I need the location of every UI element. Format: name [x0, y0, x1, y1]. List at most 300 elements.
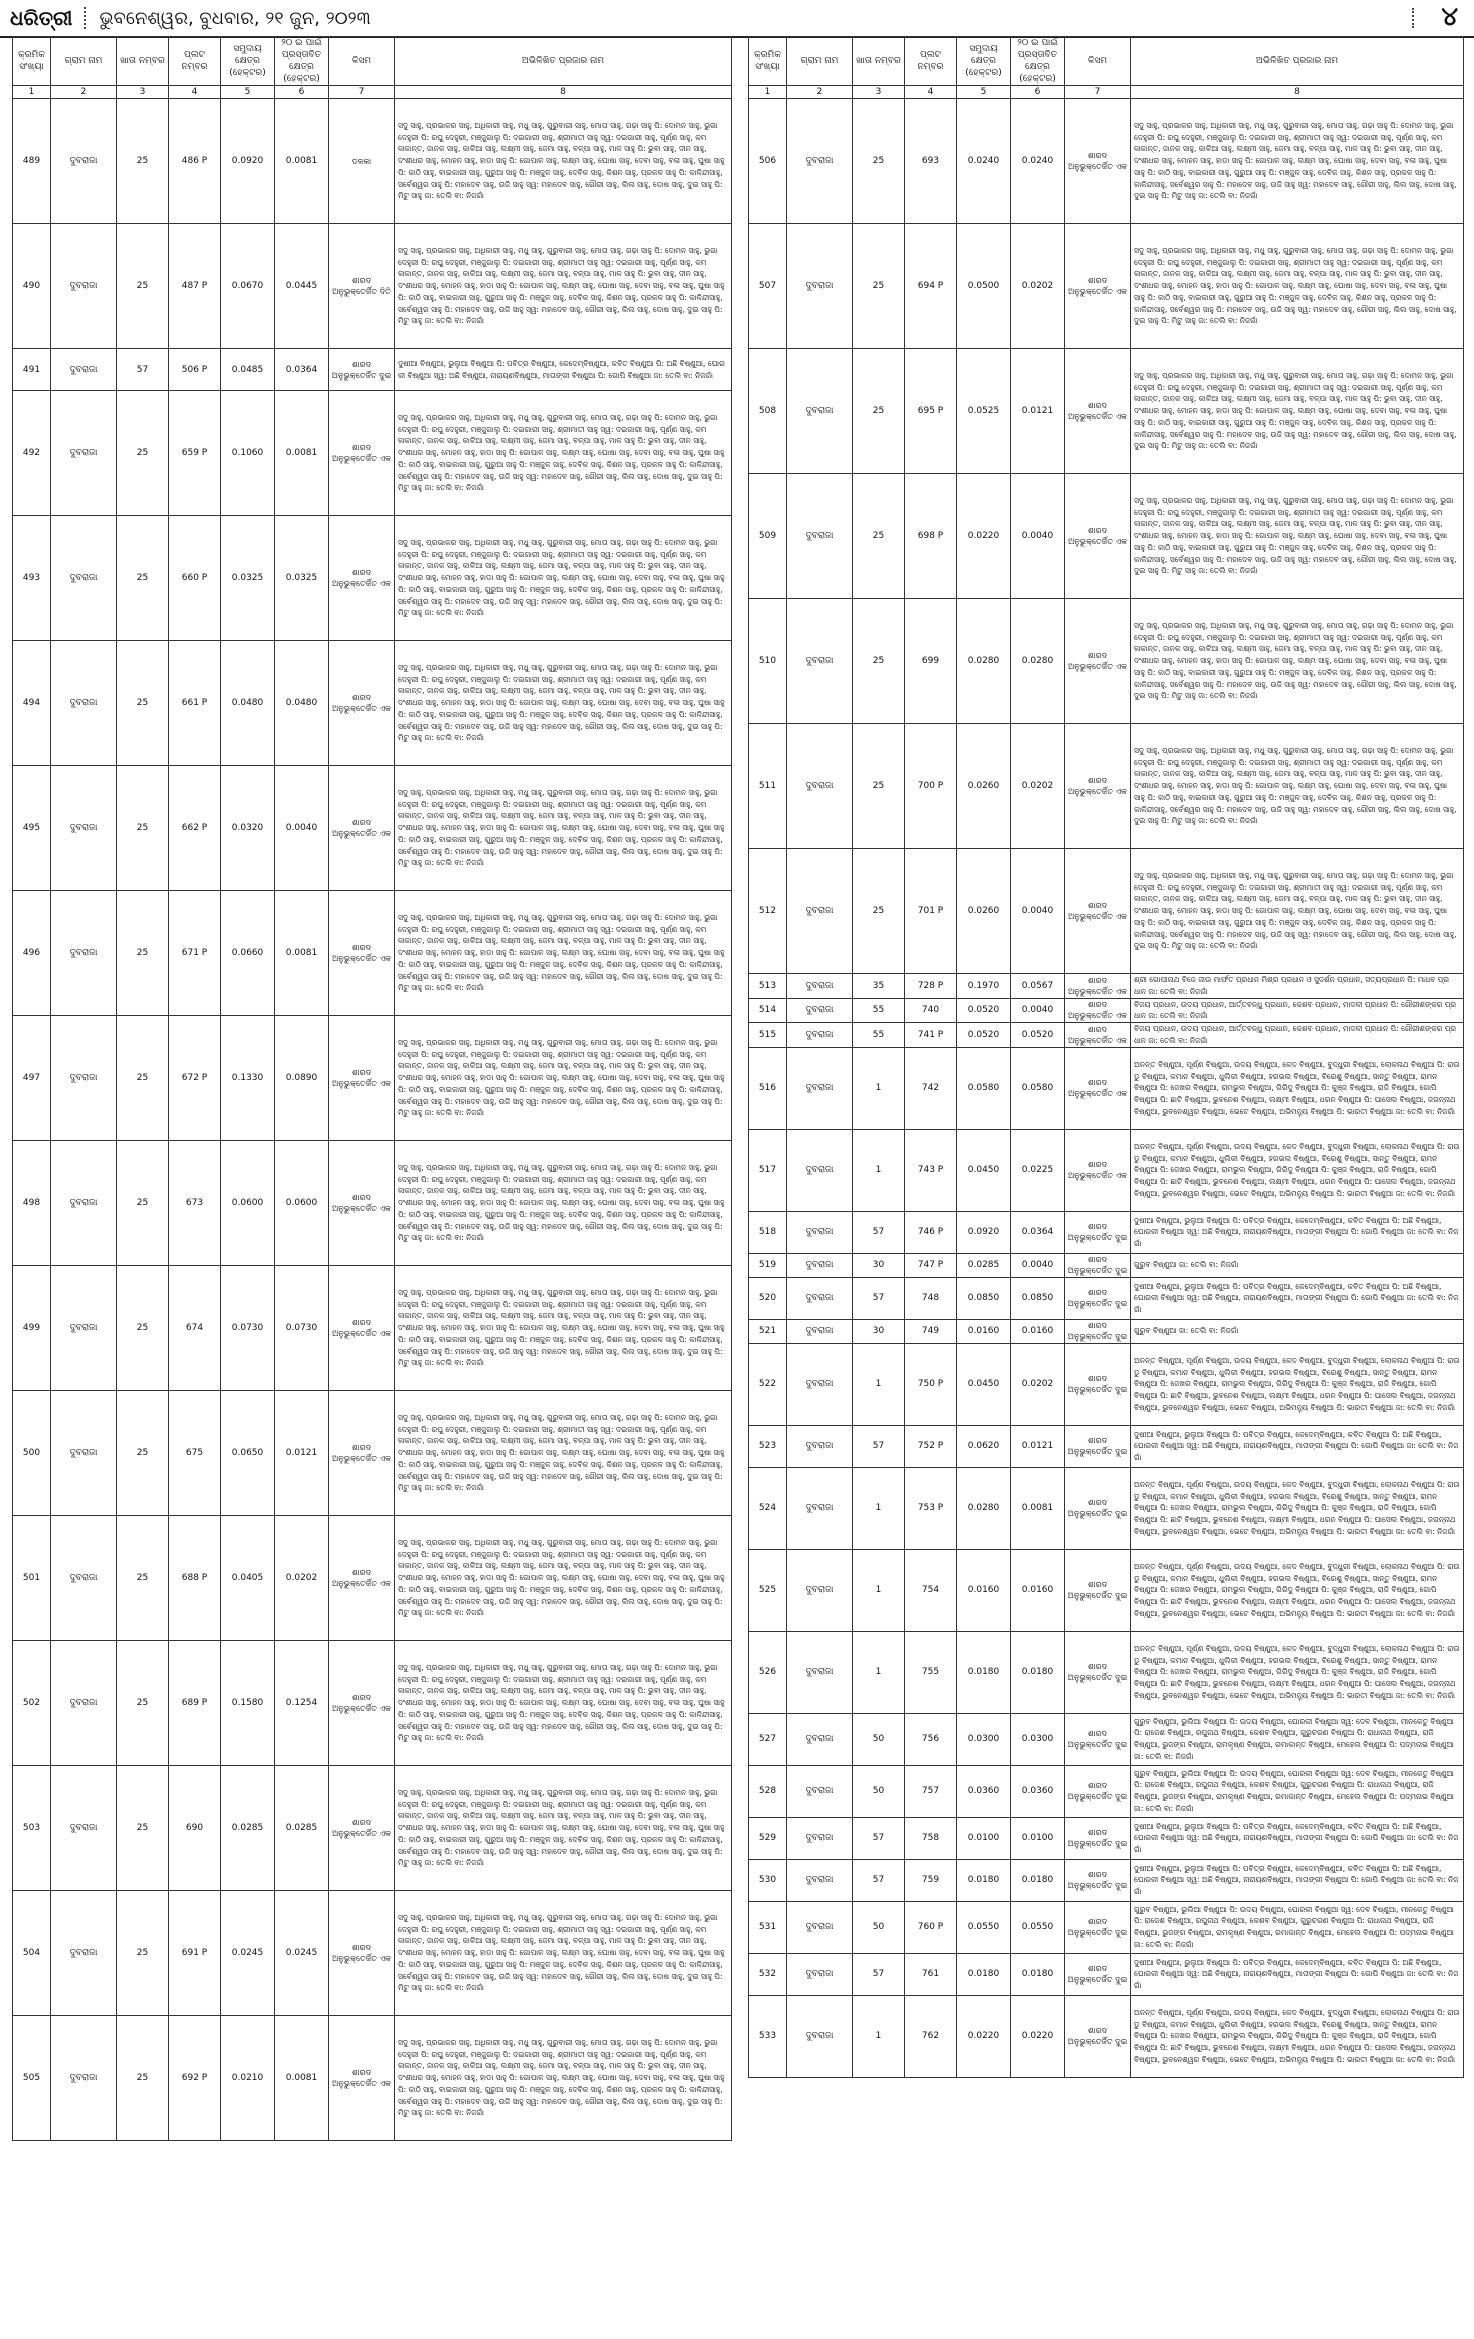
proposed-area-cell: 0.0225 [1011, 1129, 1065, 1211]
plot-cell: 692 P [169, 2016, 221, 2141]
village-cell: ଦୁବରାଜା [787, 1631, 853, 1713]
kisam-cell: ଶାରଦ ଅନୁଭୁକ୍ତେର୍ଜିତ ଏକ [329, 1141, 395, 1266]
kisam-cell: ଶାରଦ ଅନୁଭୁକ୍ତେର୍ଜିତ ଦୁଇ [1065, 1425, 1131, 1467]
table-row [749, 1425, 1464, 1467]
plot-cell: 757 [905, 1765, 957, 1817]
kisam-cell: ଶାରଦ ଅନୁଭୁକ୍ତେର୍ଜିତ ଏକ [329, 891, 395, 1016]
proposed-area-cell: 0.0081 [275, 891, 329, 1016]
proposed-area-cell: 0.0100 [1011, 1817, 1065, 1859]
total-area-cell: 0.0245 [221, 1891, 275, 2016]
dateline: ଭୁବନେଶ୍ୱର, ବୁଧବାର, ୨୧ ଜୁନ, ୨୦୨୩ [99, 7, 371, 29]
table-row [749, 1859, 1464, 1901]
village-cell: ଦୁବରାଜା [787, 1953, 853, 1995]
khata-cell: 25 [853, 599, 905, 724]
village-cell: ଦୁବରାଜା [51, 2016, 117, 2141]
serial-cell: 496 [13, 891, 51, 1016]
owner-names-cell: ସଦୁ ସାହୁ, ପ୍ରଭାକର ସାହୁ, ଅଧିକାରୀ ସାହୁ, ମଧୁ ସାହୁ, ଗୁରୁବାରୀ ସାହୁ, ମୋତା ସାହୁ, ଗଢ଼ା ସାହୁ ପି: ଦୋମନ ସାହୁ, ଭୁଗା ଦେହୁରୀ ପି: ରଘୁ ଦେହୁରୀ, ମଞ୍ଜୁଗାଲୁ ପି: ଦଇଗାରୀ ସାହୁ, ଶ୍ରୀମାତୀ ସାହୁ ସ୍ୱ: ଦଇଗାରୀ ସାହୁ, ପୂର୍ଣ୍ଣ ସାହୁ, କମଳାକାନ୍ତ, ଜାନକ ସାହୁ, କାଳିଆ ସାହୁ, ଲକ୍ଷ୍ମୀ ସାହୁ, ଜେମା ସାହୁ, ବଳ୍ପା ସାହୁ, ମାଳ ସାହୁ ପି: ଭୁବା ସାହୁ, ଦୀନ ସାହୁ, ଦଂଶୀଧର ସାହୁ, ମୋହନ ସାହୁ, ହାଡା ସାହୁ ପି: ଗୋପାଳ ସାହୁ, ଲକ୍ଷ୍ମ ସାହୁ, ଘୋଷା ସାହୁ, ଦେବା ସାହୁ, ବଳା ସାହୁ, ଘୁଷା ସାହୁ ପି: କାଠି ସାହୁ, ବାଇକାରୀ ସାହୁ, ଗୁରୁଆ ସାହୁ ପି: ମଞ୍ଜୁଳ ସାହୁ, ଦେବିକ ସାହୁ, କିଶନ ସାହୁ, ପ୍ରକଳ ସାହୁ ପି: କାଳିନ୍ଦୀସାହୁ, ସର୍ବେଶ୍ୱର ସାହୁ ପି: ମହାଦେବ ସାହୁ, ଉଜି ସାହୁ ସ୍ୱ: ମହାଦେବ ସାହୁ, ଗୌରୀ ସାହୁ, ଲିଲ ସାହୁ, ଦୋଷ ସାହୁ, ଦୁଇ ସାହୁ ପି: ମିଟୁ ସାହୁ ଜା: ତେଲି ବା: ନିଜଗାଁ [395, 1516, 732, 1641]
serial-cell: 521 [749, 1319, 787, 1343]
table-row [13, 1766, 732, 1891]
header-khata: ଖାତା ନମ୍ବର [117, 37, 169, 86]
total-area-cell: 0.1060 [221, 391, 275, 516]
khata-cell: 25 [117, 1516, 169, 1641]
plot-cell: 691 P [169, 1891, 221, 2016]
proposed-area-cell: 0.0202 [275, 1516, 329, 1641]
total-area-cell: 0.0180 [957, 1859, 1011, 1901]
khata-cell: 57 [853, 1277, 905, 1319]
owner-names-cell: ସଦୁ ସାହୁ, ପ୍ରଭାକର ସାହୁ, ଅଧିକାରୀ ସାହୁ, ମଧୁ ସାହୁ, ଗୁରୁବାରୀ ସାହୁ, ମୋତା ସାହୁ, ଗଢ଼ା ସାହୁ ପି: ଦୋମନ ସାହୁ, ଭୁଗା ଦେହୁରୀ ପି: ରଘୁ ଦେହୁରୀ, ମଞ୍ଜୁଗାଲୁ ପି: ଦଇଗାରୀ ସାହୁ, ଶ୍ରୀମାତୀ ସାହୁ ସ୍ୱ: ଦଇଗାରୀ ସାହୁ, ପୂର୍ଣ୍ଣ ସାହୁ, କମଳାକାନ୍ତ, ଜାନକ ସାହୁ, କାଳିଆ ସାହୁ, ଲକ୍ଷ୍ମୀ ସାହୁ, ଜେମା ସାହୁ, ବଳ୍ପା ସାହୁ, ମାଳ ସାହୁ ପି: ଭୁବା ସାହୁ, ଦୀନ ସାହୁ, ଦଂଶୀଧର ସାହୁ, ମୋହନ ସାହୁ, ହାଡା ସାହୁ ପି: ଗୋପାଳ ସାହୁ, ଲକ୍ଷ୍ମ ସାହୁ, ଘୋଷା ସାହୁ, ଦେବା ସାହୁ, ବଳା ସାହୁ, ଘୁଷା ସାହୁ ପି: କାଠି ସାହୁ, ବାଇକାରୀ ସାହୁ, ଗୁରୁଆ ସାହୁ ପି: ମଞ୍ଜୁଳ ସାହୁ, ଦେବିକ ସାହୁ, କିଶନ ସାହୁ, ପ୍ରକଳ ସାହୁ ପି: କାଳିନ୍ଦୀସାହୁ, ସର୍ବେଶ୍ୱର ସାହୁ ପି: ମହାଦେବ ସାହୁ, ଉଜି ସାହୁ ସ୍ୱ: ମହାଦେବ ସାହୁ, ଗୌରୀ ସାହୁ, ଲିଲ ସାହୁ, ଦୋଷ ସାହୁ, ଦୁଇ ସାହୁ ପି: ମିଟୁ ସାହୁ ଜା: ତେଲି ବା: ନିଜଗାଁ [1131, 99, 1464, 224]
total-area-cell: 0.0550 [957, 1901, 1011, 1953]
kisam-cell: ଶାରଦ ଅନୁଭୁକ୍ତେର୍ଜିତ ଦୁଇ [1065, 1995, 1131, 2077]
serial-cell: 499 [13, 1266, 51, 1391]
table-row [13, 224, 732, 349]
serial-cell: 503 [13, 1766, 51, 1891]
plot-cell: 689 P [169, 1641, 221, 1766]
village-cell: ଦୁବରାଜା [787, 1129, 853, 1211]
khata-cell: 1 [853, 1631, 905, 1713]
plot-cell: 760 P [905, 1901, 957, 1953]
khata-cell: 25 [853, 474, 905, 599]
owner-names-cell: ଅନନ୍ତ ବିଷ୍ଣୁଆ, ପୂର୍ଣ୍ଣ ବିଷ୍ଣୁଆ, ଉଦୟ ବିଷ୍ଣୁଆ, କେଦ ବିଷ୍ଣୁଆ, ବୁଦ୍ଧୁରୀ ବିଷ୍ଣୁଆ, ଲୋକନାଥ ବିଷ୍ଣୁଆ ପି: ରାଉଡୁ ବିଷ୍ଣୁଆ, କମାନ ବିଷ୍ଣୁଆ, ଧୁଲିକୀ ବିଷ୍ଣୁଆ, ହରଭଲ ବିଷ୍ଣୁଆ, ବିରେଶୁ ବିଷ୍ଣୁଆ, ସାନ୍ତୁ ବିଷ୍ଣୁଆ, ରାମନ ବିଷ୍ଣୁଆ ପି: ଜେଖର ବିଷ୍ଣୁଆ, ରାମଭୁଲ ବିଷ୍ଣୁଆ, ଗିରିଦୁ ବିଷ୍ଣୁଆ ପି: କୁଞ୍ଜ ବିଷ୍ଣୁଆ, ରାଜି ବିଷ୍ଣୁଆ, ଗୋପି ବିଷ୍ଣୁଆ ପି: ଛାଟି ବିଷ୍ଣୁଆ, ଭୁବନେଶ ବିଷ୍ଣୁଆ, ଲକ୍ଷ୍ମୀ ବିଷ୍ଣୁଆ, ଧରନ ବିଷ୍ଣୁଆ ପି: ଘାସେଲ ବିଷ୍ଣୁଆ, ଜଗନ୍ନାଥ ବିଷ୍ଣୁଆ, ଭୁବନେଶ୍ୱର ବିଷ୍ଣୁଆ, ଭେଟେ ବିଷ୍ଣୁଆ, ଅଭିମନ୍ୟୁ ବିଷ୍ଣୁଆ ପି: ଭାରତୀ ବିଷ୍ଣୁଆ ଜା: ତେଲି ବା: ନିଜଗାଁ [1131, 1047, 1464, 1129]
header-index: 8 [1131, 86, 1464, 99]
khata-cell: 25 [117, 1766, 169, 1891]
plot-cell: 661 P [169, 641, 221, 766]
khata-cell: 1 [853, 1129, 905, 1211]
proposed-area-cell: 0.0202 [1011, 1343, 1065, 1425]
table-row [13, 1641, 732, 1766]
khata-cell: 55 [853, 998, 905, 1023]
owner-names-cell: ସଦୁ ସାହୁ, ପ୍ରଭାକର ସାହୁ, ଅଧିକାରୀ ସାହୁ, ମଧୁ ସାହୁ, ଗୁରୁବାରୀ ସାହୁ, ମୋତା ସାହୁ, ଗଢ଼ା ସାହୁ ପି: ଦୋମନ ସାହୁ, ଭୁଗା ଦେହୁରୀ ପି: ରଘୁ ଦେହୁରୀ, ମଞ୍ଜୁଗାଲୁ ପି: ଦଇଗାରୀ ସାହୁ, ଶ୍ରୀମାତୀ ସାହୁ ସ୍ୱ: ଦଇଗାରୀ ସାହୁ, ପୂର୍ଣ୍ଣ ସାହୁ, କମଳାକାନ୍ତ, ଜାନକ ସାହୁ, କାଳିଆ ସାହୁ, ଲକ୍ଷ୍ମୀ ସାହୁ, ଜେମା ସାହୁ, ବଳ୍ପା ସାହୁ, ମାଳ ସାହୁ ପି: ଭୁବା ସାହୁ, ଦୀନ ସାହୁ, ଦଂଶୀଧର ସାହୁ, ମୋହନ ସାହୁ, ହାଡା ସାହୁ ପି: ଗୋପାଳ ସାହୁ, ଲକ୍ଷ୍ମ ସାହୁ, ଘୋଷା ସାହୁ, ଦେବା ସାହୁ, ବଳା ସାହୁ, ଘୁଷା ସାହୁ ପି: କାଠି ସାହୁ, ବାଇକାରୀ ସାହୁ, ଗୁରୁଆ ସାହୁ ପି: ମଞ୍ଜୁଳ ସାହୁ, ଦେବିକ ସାହୁ, କିଶନ ସାହୁ, ପ୍ରକଳ ସାହୁ ପି: କାଳିନ୍ଦୀସାହୁ, ସର୍ବେଶ୍ୱର ସାହୁ ପି: ମହାଦେବ ସାହୁ, ଉଜି ସାହୁ ସ୍ୱ: ମହାଦେବ ସାହୁ, ଗୌରୀ ସାହୁ, ଲିଲ ସାହୁ, ଦୋଷ ସାହୁ, ଦୁଇ ସାହୁ ପି: ମିଟୁ ସାହୁ ଜା: ତେଲି ବା: ନିଜଗାଁ [1131, 224, 1464, 349]
table-row [749, 1253, 1464, 1277]
serial-cell: 523 [749, 1425, 787, 1467]
header-index: 1 [749, 86, 787, 99]
owner-names-cell: ଗୁରୁବ ବିଷ୍ଣୁଆ, ଭୁଲିଆ ବିଷ୍ଣୁଆ ପି: ଉଦୟ ବିଷ୍ଣୁଆ, ଘୋରକୀ ବିଷ୍ଣୁଆ ସ୍ୱ: ଦେବ ବିଷ୍ଣୁଆ, ମୀନକେତୁ ବିଷ୍ଣୁଆ ପି: ରାଜେଶ ବିଷ୍ଣୁଆ, ରଘୁନାଥ ବିଷ୍ଣୁଆ, କେଶବ ବିଷ୍ଣୁଆ, ଗୁରୁଚରଣ ବିଷ୍ଣୁଆ ପି: ରାଧାନାଥ ବିଷ୍ଣୁଆ, ରାଜି ବିଷ୍ଣୁଆ, ଭୁଜଙ୍ଗ ବିଷ୍ଣୁଆ, ରାମକୃଷ୍ଣ ବିଷ୍ଣୁଆ, ରମାକାନ୍ତ ବିଷ୍ଣୁଆ, ମେହେଲ ବିଷ୍ଣୁଆ ପି: ପଦ୍ମନାଭ ବିଷ୍ଣୁଆ ଜା: ତେଲି ବା: ନିଜଗାଁ [1131, 1713, 1464, 1765]
serial-cell: 495 [13, 766, 51, 891]
table-row [749, 474, 1464, 599]
header-index: 7 [329, 86, 395, 99]
total-area-cell: 0.0285 [957, 1253, 1011, 1277]
table-row [749, 1549, 1464, 1631]
proposed-area-cell: 0.0480 [275, 641, 329, 766]
plot-cell: 762 [905, 1995, 957, 2077]
header-index: 3 [853, 86, 905, 99]
owner-names-cell: ଅନନ୍ତ ବିଷ୍ଣୁଆ, ପୂର୍ଣ୍ଣ ବିଷ୍ଣୁଆ, ଉଦୟ ବିଷ୍ଣୁଆ, କେଦ ବିଷ୍ଣୁଆ, ବୁଦ୍ଧୁରୀ ବିଷ୍ଣୁଆ, ଲୋକନାଥ ବିଷ୍ଣୁଆ ପି: ରାଉଡୁ ବିଷ୍ଣୁଆ, କମାନ ବିଷ୍ଣୁଆ, ଧୁଲିକୀ ବିଷ୍ଣୁଆ, ହରଭଲ ବିଷ୍ଣୁଆ, ବିରେଶୁ ବିଷ୍ଣୁଆ, ସାନ୍ତୁ ବିଷ୍ଣୁଆ, ରାମନ ବିଷ୍ଣୁଆ ପି: ଜେଖର ବିଷ୍ଣୁଆ, ରାମଭୁଲ ବିଷ୍ଣୁଆ, ଗିରିଦୁ ବିଷ୍ଣୁଆ ପି: କୁଞ୍ଜ ବିଷ୍ଣୁଆ, ରାଜି ବିଷ୍ଣୁଆ, ଗୋପି ବିଷ୍ଣୁଆ ପି: ଛାଟି ବିଷ୍ଣୁଆ, ଭୁବନେଶ ବିଷ୍ଣୁଆ, ଲକ୍ଷ୍ମୀ ବିଷ୍ଣୁଆ, ଧରନ ବିଷ୍ଣୁଆ ପି: ଘାସେଲ ବିଷ୍ଣୁଆ, ଜଗନ୍ନାଥ ବିଷ୍ଣୁଆ, ଭୁବନେଶ୍ୱର ବିଷ୍ଣୁଆ, ଭେଟେ ବିଷ୍ଣୁଆ, ଅଭିମନ୍ୟୁ ବିଷ୍ଣୁଆ ପି: ଭାରତୀ ବିଷ୍ଣୁଆ ଜା: ତେଲି ବା: ନିଜଗାଁ [1131, 1343, 1464, 1425]
table-row [13, 2016, 732, 2141]
owner-names-cell: ସଦୁ ସାହୁ, ପ୍ରଭାକର ସାହୁ, ଅଧିକାରୀ ସାହୁ, ମଧୁ ସାହୁ, ଗୁରୁବାରୀ ସାହୁ, ମୋତା ସାହୁ, ଗଢ଼ା ସାହୁ ପି: ଦୋମନ ସାହୁ, ଭୁଗା ଦେହୁରୀ ପି: ରଘୁ ଦେହୁରୀ, ମଞ୍ଜୁଗାଲୁ ପି: ଦଇଗାରୀ ସାହୁ, ଶ୍ରୀମାତୀ ସାହୁ ସ୍ୱ: ଦଇଗାରୀ ସାହୁ, ପୂର୍ଣ୍ଣ ସାହୁ, କମଳାକାନ୍ତ, ଜାନକ ସାହୁ, କାଳିଆ ସାହୁ, ଲକ୍ଷ୍ମୀ ସାହୁ, ଜେମା ସାହୁ, ବଳ୍ପା ସାହୁ, ମାଳ ସାହୁ ପି: ଭୁବା ସାହୁ, ଦୀନ ସାହୁ, ଦଂଶୀଧର ସାହୁ, ମୋହନ ସାହୁ, ହାଡା ସାହୁ ପି: ଗୋପାଳ ସାହୁ, ଲକ୍ଷ୍ମ ସାହୁ, ଘୋଷା ସାହୁ, ଦେବା ସାହୁ, ବଳା ସାହୁ, ଘୁଷା ସାହୁ ପି: କାଠି ସାହୁ, ବାଇକାରୀ ସାହୁ, ଗୁରୁଆ ସାହୁ ପି: ମଞ୍ଜୁଳ ସାହୁ, ଦେବିକ ସାହୁ, କିଶନ ସାହୁ, ପ୍ରକଳ ସାହୁ ପି: କାଳିନ୍ଦୀସାହୁ, ସର୍ବେଶ୍ୱର ସାହୁ ପି: ମହାଦେବ ସାହୁ, ଉଜି ସାହୁ ସ୍ୱ: ମହାଦେବ ସାହୁ, ଗୌରୀ ସାହୁ, ଲିଲ ସାହୁ, ଦୋଷ ସାହୁ, ଦୁଇ ସାହୁ ପି: ମିଟୁ ସାହୁ ଜା: ତେଲି ବା: ନିଜଗାଁ [1131, 724, 1464, 849]
kisam-cell: ଶାରଦ ଅନୁଭୁକ୍ତେର୍ଜିତ ଦୁଇ [1065, 1343, 1131, 1425]
total-area-cell: 0.0220 [957, 474, 1011, 599]
kisam-cell: ଶାରଦ ଅନୁଭୁକ୍ତେର୍ଜିତ ଏକ [329, 1516, 395, 1641]
plot-cell: 753 P [905, 1467, 957, 1549]
header-index: 7 [1065, 86, 1131, 99]
kisam-cell: ଶାରଦ ଅନୁଭୁକ୍ତେର୍ଜିତ ଏକ [329, 1266, 395, 1391]
total-area-cell: 0.0280 [957, 599, 1011, 724]
total-area-cell: 0.0320 [221, 766, 275, 891]
plot-cell: 662 P [169, 766, 221, 891]
kisam-cell: ଶାରଦ ଅନୁଭୁକ୍ତେର୍ଜିତ ଏକ [1065, 1129, 1131, 1211]
owner-names-cell: ବିଜୟ ପ୍ରଧାନ, ଉଦୟ ପ୍ରଧାନ, ଆର୍ତ୍ତବନ୍ଧୁ ପ୍ରଧାନ, କେଶବ ପ୍ରଧାନ, ମାଦଳୀ ପ୍ରଧାନ ପି: ଗୌରୀଶଙ୍କର ପ୍ରଧାନ ଜା: ତେଲି ବା: ନିଜଗାଁ [1131, 1023, 1464, 1048]
owner-names-cell: ସଦୁ ସାହୁ, ପ୍ରଭାକର ସାହୁ, ଅଧିକାରୀ ସାହୁ, ମଧୁ ସାହୁ, ଗୁରୁବାରୀ ସାହୁ, ମୋତା ସାହୁ, ଗଢ଼ା ସାହୁ ପି: ଦୋମନ ସାହୁ, ଭୁଗା ଦେହୁରୀ ପି: ରଘୁ ଦେହୁରୀ, ମଞ୍ଜୁଗାଲୁ ପି: ଦଇଗାରୀ ସାହୁ, ଶ୍ରୀମାତୀ ସାହୁ ସ୍ୱ: ଦଇଗାରୀ ସାହୁ, ପୂର୍ଣ୍ଣ ସାହୁ, କମଳାକାନ୍ତ, ଜାନକ ସାହୁ, କାଳିଆ ସାହୁ, ଲକ୍ଷ୍ମୀ ସାହୁ, ଜେମା ସାହୁ, ବଳ୍ପା ସାହୁ, ମାଳ ସାହୁ ପି: ଭୁବା ସାହୁ, ଦୀନ ସାହୁ, ଦଂଶୀଧର ସାହୁ, ମୋହନ ସାହୁ, ହାଡା ସାହୁ ପି: ଗୋପାଳ ସାହୁ, ଲକ୍ଷ୍ମ ସାହୁ, ଘୋଷା ସାହୁ, ଦେବା ସାହୁ, ବଳା ସାହୁ, ଘୁଷା ସାହୁ ପି: କାଠି ସାହୁ, ବାଇକାରୀ ସାହୁ, ଗୁରୁଆ ସାହୁ ପି: ମଞ୍ଜୁଳ ସାହୁ, ଦେବିକ ସାହୁ, କିଶନ ସାହୁ, ପ୍ରକଳ ସାହୁ ପି: କାଳିନ୍ଦୀସାହୁ, ସର୍ବେଶ୍ୱର ସାହୁ ପି: ମହାଦେବ ସାହୁ, ଉଜି ସାହୁ ସ୍ୱ: ମହାଦେବ ସାହୁ, ଗୌରୀ ସାହୁ, ଲିଲ ସାହୁ, ଦୋଷ ସାହୁ, ଦୁଇ ସାହୁ ପି: ମିଟୁ ସାହୁ ଜା: ତେଲି ବା: ନିଜଗାଁ [1131, 349, 1464, 474]
plot-cell: 675 [169, 1391, 221, 1516]
table-row [13, 516, 732, 641]
kisam-cell: ଶାରଦ ଅନୁଭୁକ୍ତେର୍ଜିତ ଏକ [1065, 224, 1131, 349]
table-row [749, 1901, 1464, 1953]
total-area-cell: 0.0920 [957, 1211, 1011, 1253]
khata-cell: 1 [853, 1047, 905, 1129]
serial-cell: 528 [749, 1765, 787, 1817]
table-row [749, 724, 1464, 849]
total-area-cell: 0.0520 [957, 998, 1011, 1023]
khata-cell: 50 [853, 1713, 905, 1765]
khata-cell: 25 [117, 1266, 169, 1391]
total-area-cell: 0.0260 [957, 849, 1011, 974]
header-serial: କ୍ରମିକ ସଂଖ୍ୟା [13, 37, 51, 86]
serial-cell: 517 [749, 1129, 787, 1211]
kisam-cell: ଶାରଦ ଅନୁଭୁକ୍ତେର୍ଜିତ ଦୁଇ [1065, 1253, 1131, 1277]
header-index: 6 [1011, 86, 1065, 99]
kisam-cell: ଶାରଦ ଅନୁଭୁକ୍ତେର୍ଜିତ ଏକ [329, 1891, 395, 2016]
owner-names-cell: ସଦୁ ସାହୁ, ପ୍ରଭାକର ସାହୁ, ଅଧିକାରୀ ସାହୁ, ମଧୁ ସାହୁ, ଗୁରୁବାରୀ ସାହୁ, ମୋତା ସାହୁ, ଗଢ଼ା ସାହୁ ପି: ଦୋମନ ସାହୁ, ଭୁଗା ଦେହୁରୀ ପି: ରଘୁ ଦେହୁରୀ, ମଞ୍ଜୁଗାଲୁ ପି: ଦଇଗାରୀ ସାହୁ, ଶ୍ରୀମାତୀ ସାହୁ ସ୍ୱ: ଦଇଗାରୀ ସାହୁ, ପୂର୍ଣ୍ଣ ସାହୁ, କମଳାକାନ୍ତ, ଜାନକ ସାହୁ, କାଳିଆ ସାହୁ, ଲକ୍ଷ୍ମୀ ସାହୁ, ଜେମା ସାହୁ, ବଳ୍ପା ସାହୁ, ମାଳ ସାହୁ ପି: ଭୁବା ସାହୁ, ଦୀନ ସାହୁ, ଦଂଶୀଧର ସାହୁ, ମୋହନ ସାହୁ, ହାଡା ସାହୁ ପି: ଗୋପାଳ ସାହୁ, ଲକ୍ଷ୍ମ ସାହୁ, ଘୋଷା ସାହୁ, ଦେବା ସାହୁ, ବଳା ସାହୁ, ଘୁଷା ସାହୁ ପି: କାଠି ସାହୁ, ବାଇକାରୀ ସାହୁ, ଗୁରୁଆ ସାହୁ ପି: ମଞ୍ଜୁଳ ସାହୁ, ଦେବିକ ସାହୁ, କିଶନ ସାହୁ, ପ୍ରକଳ ସାହୁ ପି: କାଳିନ୍ଦୀସାହୁ, ସର୍ବେଶ୍ୱର ସାହୁ ପି: ମହାଦେବ ସାହୁ, ଉଜି ସାହୁ ସ୍ୱ: ମହାଦେବ ସାହୁ, ଗୌରୀ ସାହୁ, ଲିଲ ସାହୁ, ଦୋଷ ସାହୁ, ଦୁଇ ସାହୁ ପି: ମିଟୁ ସାହୁ ଜା: ତେଲି ବା: ନିଜଗାଁ [395, 766, 732, 891]
header-index: 8 [395, 86, 732, 99]
plot-cell: 486 P [169, 99, 221, 224]
total-area-cell: 0.0360 [957, 1765, 1011, 1817]
village-cell: ଦୁବରାଜା [787, 474, 853, 599]
table-row [749, 1211, 1464, 1253]
village-cell: ଦୁବରାଜା [787, 1901, 853, 1953]
proposed-area-cell: 0.0081 [275, 2016, 329, 2141]
kisam-cell: ଶାରଦ ଅନୁଭୁକ୍ତେର୍ଜିତ ଏକ [1065, 474, 1131, 599]
total-area-cell: 0.0160 [957, 1319, 1011, 1343]
village-cell: ଦୁବରାଜା [787, 599, 853, 724]
village-cell: ଦୁବରାଜା [51, 516, 117, 641]
owner-names-cell: ସଦୁ ସାହୁ, ପ୍ରଭାକର ସାହୁ, ଅଧିକାରୀ ସାହୁ, ମଧୁ ସାହୁ, ଗୁରୁବାରୀ ସାହୁ, ମୋତା ସାହୁ, ଗଢ଼ା ସାହୁ ପି: ଦୋମନ ସାହୁ, ଭୁଗା ଦେହୁରୀ ପି: ରଘୁ ଦେହୁରୀ, ମଞ୍ଜୁଗାଲୁ ପି: ଦଇଗାରୀ ସାହୁ, ଶ୍ରୀମାତୀ ସାହୁ ସ୍ୱ: ଦଇଗାରୀ ସାହୁ, ପୂର୍ଣ୍ଣ ସାହୁ, କମଳାକାନ୍ତ, ଜାନକ ସାହୁ, କାଳିଆ ସାହୁ, ଲକ୍ଷ୍ମୀ ସାହୁ, ଜେମା ସାହୁ, ବଳ୍ପା ସାହୁ, ମାଳ ସାହୁ ପି: ଭୁବା ସାହୁ, ଦୀନ ସାହୁ, ଦଂଶୀଧର ସାହୁ, ମୋହନ ସାହୁ, ହାଡା ସାହୁ ପି: ଗୋପାଳ ସାହୁ, ଲକ୍ଷ୍ମ ସାହୁ, ଘୋଷା ସାହୁ, ଦେବା ସାହୁ, ବଳା ସାହୁ, ଘୁଷା ସାହୁ ପି: କାଠି ସାହୁ, ବାଇକାରୀ ସାହୁ, ଗୁରୁଆ ସାହୁ ପି: ମଞ୍ଜୁଳ ସାହୁ, ଦେବିକ ସାହୁ, କିଶନ ସାହୁ, ପ୍ରକଳ ସାହୁ ପି: କାଳିନ୍ଦୀସାହୁ, ସର୍ବେଶ୍ୱର ସାହୁ ପି: ମହାଦେବ ସାହୁ, ଉଜି ସାହୁ ସ୍ୱ: ମହାଦେବ ସାହୁ, ଗୌରୀ ସାହୁ, ଲିଲ ସାହୁ, ଦୋଷ ସାହୁ, ଦୁଇ ସାହୁ ପି: ମିଟୁ ସାହୁ ଜା: ତେଲି ବା: ନିଜଗାଁ [395, 224, 732, 349]
total-area-cell: 0.0480 [221, 641, 275, 766]
total-area-cell: 0.0260 [957, 724, 1011, 849]
owner-names-cell: ଦୁଷୀଆ ବିଷ୍ଣୁଆ, ଭୁଲୁଆ ବିଷ୍ଣୁଆ ପି: ପବିତ୍ର ବିଷ୍ଣୁଆ, କେଦେମ୍ବିଷ୍ଣୁଆ, କବିତ ବିଷ୍ଣୁଆ ପି: ଅଛି ବିଷ୍ଣୁଆ, ଘୋରକୀ ବିଷ୍ଣୁଆ ସ୍ୱ: ଅଛି ବିଷ୍ଣୁଆ, ନାରାୟଣବିଷ୍ଣୁଆ, ମାତାଙ୍ଗୀ ବିଷ୍ଣୁଆ ପି: ଗୋପି ବିଷ୍ଣୁଆ ଜା: ତେଲି ବା: ନିଜଗାଁ [1131, 1817, 1464, 1859]
owner-names-cell: ଅନନ୍ତ ବିଷ୍ଣୁଆ, ପୂର୍ଣ୍ଣ ବିଷ୍ଣୁଆ, ଉଦୟ ବିଷ୍ଣୁଆ, କେଦ ବିଷ୍ଣୁଆ, ବୁଦ୍ଧୁରୀ ବିଷ୍ଣୁଆ, ଲୋକନାଥ ବିଷ୍ଣୁଆ ପି: ରାଉଡୁ ବିଷ୍ଣୁଆ, କମାନ ବିଷ୍ଣୁଆ, ଧୁଲିକୀ ବିଷ୍ଣୁଆ, ହରଭଲ ବିଷ୍ଣୁଆ, ବିରେଶୁ ବିଷ୍ଣୁଆ, ସାନ୍ତୁ ବିଷ୍ଣୁଆ, ରାମନ ବିଷ୍ଣୁଆ ପି: ଜେଖର ବିଷ୍ଣୁଆ, ରାମଭୁଲ ବିଷ୍ଣୁଆ, ଗିରିଦୁ ବିଷ୍ଣୁଆ ପି: କୁଞ୍ଜ ବିଷ୍ଣୁଆ, ରାଜି ବିଷ୍ଣୁଆ, ଗୋପି ବିଷ୍ଣୁଆ ପି: ଛାଟି ବିଷ୍ଣୁଆ, ଭୁବନେଶ ବିଷ୍ଣୁଆ, ଲକ୍ଷ୍ମୀ ବିଷ୍ଣୁଆ, ଧରନ ବିଷ୍ଣୁଆ ପି: ଘାସେଲ ବିଷ୍ଣୁଆ, ଜଗନ୍ନାଥ ବିଷ୍ଣୁଆ, ଭୁବନେଶ୍ୱର ବିଷ୍ଣୁଆ, ଭେଟେ ବିଷ୍ଣୁଆ, ଅଭିମନ୍ୟୁ ବିଷ୍ଣୁଆ ପି: ଭାରତୀ ବିଷ୍ଣୁଆ ଜା: ତେଲି ବା: ନିଜଗାଁ [1131, 1129, 1464, 1211]
owner-names-cell: ଦୁଷୀଆ ବିଷ୍ଣୁଆ, ଭୁଲୁଆ ବିଷ୍ଣୁଆ ପି: ପବିତ୍ର ବିଷ୍ଣୁଆ, କେଦେମ୍ବିଷ୍ଣୁଆ, କବିତ ବିଷ୍ଣୁଆ ପି: ଅଛି ବିଷ୍ଣୁଆ, ଘୋରକୀ ବିଷ୍ଣୁଆ ସ୍ୱ: ଅଛି ବିଷ୍ଣୁଆ, ନାରାୟଣବିଷ୍ଣୁଆ, ମାତାଙ୍ଗୀ ବିଷ୍ଣୁଆ ପି: ଗୋପି ବିଷ୍ଣୁଆ ଜା: ତେଲି ବା: ନିଜଗାଁ [1131, 1277, 1464, 1319]
serial-cell: 514 [749, 998, 787, 1023]
table-row [749, 1765, 1464, 1817]
serial-cell: 516 [749, 1047, 787, 1129]
proposed-area-cell: 0.0180 [1011, 1631, 1065, 1713]
proposed-area-cell: 0.0364 [1011, 1211, 1065, 1253]
total-area-cell: 0.0580 [957, 1047, 1011, 1129]
total-area-cell: 0.0300 [957, 1713, 1011, 1765]
header-index: 1 [13, 86, 51, 99]
proposed-area-cell: 0.0550 [1011, 1901, 1065, 1953]
proposed-area-cell: 0.0081 [275, 99, 329, 224]
khata-cell: 30 [853, 1319, 905, 1343]
village-cell: ଦୁବରାଜା [51, 1391, 117, 1516]
owner-names-cell: ଅନନ୍ତ ବିଷ୍ଣୁଆ, ପୂର୍ଣ୍ଣ ବିଷ୍ଣୁଆ, ଉଦୟ ବିଷ୍ଣୁଆ, କେଦ ବିଷ୍ଣୁଆ, ବୁଦ୍ଧୁରୀ ବିଷ୍ଣୁଆ, ଲୋକନାଥ ବିଷ୍ଣୁଆ ପି: ରାଉଡୁ ବିଷ୍ଣୁଆ, କମାନ ବିଷ୍ଣୁଆ, ଧୁଲିକୀ ବିଷ୍ଣୁଆ, ହରଭଲ ବିଷ୍ଣୁଆ, ବିରେଶୁ ବିଷ୍ଣୁଆ, ସାନ୍ତୁ ବିଷ୍ଣୁଆ, ରାମନ ବିଷ୍ଣୁଆ ପି: ଜେଖର ବିଷ୍ଣୁଆ, ରାମଭୁଲ ବିଷ୍ଣୁଆ, ଗିରିଦୁ ବିଷ୍ଣୁଆ ପି: କୁଞ୍ଜ ବିଷ୍ଣୁଆ, ରାଜି ବିଷ୍ଣୁଆ, ଗୋପି ବିଷ୍ଣୁଆ ପି: ଛାଟି ବିଷ୍ଣୁଆ, ଭୁବନେଶ ବିଷ୍ଣୁଆ, ଲକ୍ଷ୍ମୀ ବିଷ୍ଣୁଆ, ଧରନ ବିଷ୍ଣୁଆ ପି: ଘାସେଲ ବିଷ୍ଣୁଆ, ଜଗନ୍ନାଥ ବିଷ୍ଣୁଆ, ଭୁବନେଶ୍ୱର ବିଷ୍ଣୁଆ, ଭେଟେ ବିଷ୍ଣୁଆ, ଅଭିମନ୍ୟୁ ବିଷ୍ଣୁଆ ପି: ଭାରତୀ ବିଷ୍ଣୁଆ ଜା: ତେଲି ବା: ନିଜଗାଁ [1131, 1995, 1464, 2077]
total-area-cell: 0.0180 [957, 1953, 1011, 1995]
total-area-cell: 0.0650 [221, 1391, 275, 1516]
kisam-cell: ଡଳକା [329, 99, 395, 224]
proposed-area-cell: 0.0580 [1011, 1047, 1065, 1129]
khata-cell: 57 [853, 1211, 905, 1253]
owner-names-cell: ସଦୁ ସାହୁ, ପ୍ରଭାକର ସାହୁ, ଅଧିକାରୀ ସାହୁ, ମଧୁ ସାହୁ, ଗୁରୁବାରୀ ସାହୁ, ମୋତା ସାହୁ, ଗଢ଼ା ସାହୁ ପି: ଦୋମନ ସାହୁ, ଭୁଗା ଦେହୁରୀ ପି: ରଘୁ ଦେହୁରୀ, ମଞ୍ଜୁଗାଲୁ ପି: ଦଇଗାରୀ ସାହୁ, ଶ୍ରୀମାତୀ ସାହୁ ସ୍ୱ: ଦଇଗାରୀ ସାହୁ, ପୂର୍ଣ୍ଣ ସାହୁ, କମଳାକାନ୍ତ, ଜାନକ ସାହୁ, କାଳିଆ ସାହୁ, ଲକ୍ଷ୍ମୀ ସାହୁ, ଜେମା ସାହୁ, ବଳ୍ପା ସାହୁ, ମାଳ ସାହୁ ପି: ଭୁବା ସାହୁ, ଦୀନ ସାହୁ, ଦଂଶୀଧର ସାହୁ, ମୋହନ ସାହୁ, ହାଡା ସାହୁ ପି: ଗୋପାଳ ସାହୁ, ଲକ୍ଷ୍ମ ସାହୁ, ଘୋଷା ସାହୁ, ଦେବା ସାହୁ, ବଳା ସାହୁ, ଘୁଷା ସାହୁ ପି: କାଠି ସାହୁ, ବାଇକାରୀ ସାହୁ, ଗୁରୁଆ ସାହୁ ପି: ମଞ୍ଜୁଳ ସାହୁ, ଦେବିକ ସାହୁ, କିଶନ ସାହୁ, ପ୍ରକଳ ସାହୁ ପି: କାଳିନ୍ଦୀସାହୁ, ସର୍ବେଶ୍ୱର ସାହୁ ପି: ମହାଦେବ ସାହୁ, ଉଜି ସାହୁ ସ୍ୱ: ମହାଦେବ ସାହୁ, ଗୌରୀ ସାହୁ, ଲିଲ ସାହୁ, ଦୋଷ ସାହୁ, ଦୁଇ ସାହୁ ପି: ମିଟୁ ସାହୁ ଜା: ତେଲି ବା: ନିଜଗାଁ [395, 1141, 732, 1266]
plot-cell: 741 P [905, 1023, 957, 1048]
serial-cell: 529 [749, 1817, 787, 1859]
proposed-area-cell: 0.0081 [1011, 1467, 1065, 1549]
khata-cell: 25 [117, 391, 169, 516]
proposed-area-cell: 0.0300 [1011, 1713, 1065, 1765]
header-index: 2 [51, 86, 117, 99]
table-row [749, 224, 1464, 349]
proposed-area-cell: 0.0081 [275, 391, 329, 516]
village-cell: ଦୁବରାଜା [787, 1765, 853, 1817]
serial-cell: 519 [749, 1253, 787, 1277]
plot-cell: 752 P [905, 1425, 957, 1467]
proposed-area-cell: 0.0600 [275, 1141, 329, 1266]
header-index: 6 [275, 86, 329, 99]
total-area-cell: 0.0325 [221, 516, 275, 641]
kisam-cell: ଶାରଦ ଅନୁଭୁକ୍ତେର୍ଜିତ ଏକ [1065, 1023, 1131, 1048]
khata-cell: 25 [117, 766, 169, 891]
plot-cell: 759 [905, 1859, 957, 1901]
kisam-cell: ଶାରଦ ଅନୁଭୁକ୍ତେର୍ଜିତ ଏକ [329, 516, 395, 641]
total-area-cell: 0.0520 [957, 1023, 1011, 1048]
total-area-cell: 0.1330 [221, 1016, 275, 1141]
village-cell: ଦୁବରାଜା [787, 1425, 853, 1467]
plot-cell: 688 P [169, 1516, 221, 1641]
plot-cell: 750 P [905, 1343, 957, 1425]
plot-cell: 747 P [905, 1253, 957, 1277]
khata-cell: 25 [853, 349, 905, 474]
serial-cell: 500 [13, 1391, 51, 1516]
header-proposed-area: ୨୦ ଇ ପାଇଁ ପ୍ରସ୍ତାବିତ କ୍ଷେତ୍ର (ହେକ୍ଟର) [1011, 37, 1065, 86]
total-area-cell: 0.0850 [957, 1277, 1011, 1319]
total-area-cell: 0.0280 [957, 1467, 1011, 1549]
proposed-area-cell: 0.0121 [1011, 349, 1065, 474]
kisam-cell: ଶାରଦ ଅନୁଭୁକ୍ତେର୍ଜିତ ଏକ [329, 391, 395, 516]
plot-cell: 673 [169, 1141, 221, 1266]
header-village: ଗ୍ରାମ ନାମ [51, 37, 117, 86]
owner-names-cell: ଦୁଷୀଆ ବିଷ୍ଣୁଆ, ଭୁଲୁଆ ବିଷ୍ଣୁଆ ପି: ପବିତ୍ର ବିଷ୍ଣୁଆ, କେଦେମ୍ବିଷ୍ଣୁଆ, କବିତ ବିଷ୍ଣୁଆ ପି: ଅଛି ବିଷ୍ଣୁଆ, ଘୋରକୀ ବିଷ୍ଣୁଆ ସ୍ୱ: ଅଛି ବିଷ୍ଣୁଆ, ନାରାୟଣବିଷ୍ଣୁଆ, ମାତାଙ୍ଗୀ ବିଷ୍ଣୁଆ ପି: ଗୋପି ବିଷ୍ଣୁଆ ଜା: ତେଲି ବା: ନିଜଗାଁ [1131, 1425, 1464, 1467]
khata-cell: 50 [853, 1901, 905, 1953]
page-number: ୪ [1441, 2, 1458, 32]
khata-cell: 25 [853, 724, 905, 849]
owner-names-cell: ଗୁରୁବ ବିଷ୍ଣୁଆ ଜା: ତେଲି ବା: ନିଜଗାଁ [1131, 1253, 1464, 1277]
serial-cell: 524 [749, 1467, 787, 1549]
owner-names-cell: ଗୁରୁବ ବିଷ୍ଣୁଆ ଜା: ତେଲି ବା: ନିଜଗାଁ [1131, 1319, 1464, 1343]
owner-names-cell: ସଦୁ ସାହୁ, ପ୍ରଭାକର ସାହୁ, ଅଧିକାରୀ ସାହୁ, ମଧୁ ସାହୁ, ଗୁରୁବାରୀ ସାହୁ, ମୋତା ସାହୁ, ଗଢ଼ା ସାହୁ ପି: ଦୋମନ ସାହୁ, ଭୁଗା ଦେହୁରୀ ପି: ରଘୁ ଦେହୁରୀ, ମଞ୍ଜୁଗାଲୁ ପି: ଦଇଗାରୀ ସାହୁ, ଶ୍ରୀମାତୀ ସାହୁ ସ୍ୱ: ଦଇଗାରୀ ସାହୁ, ପୂର୍ଣ୍ଣ ସାହୁ, କମଳାକାନ୍ତ, ଜାନକ ସାହୁ, କାଳିଆ ସାହୁ, ଲକ୍ଷ୍ମୀ ସାହୁ, ଜେମା ସାହୁ, ବଳ୍ପା ସାହୁ, ମାଳ ସାହୁ ପି: ଭୁବା ସାହୁ, ଦୀନ ସାହୁ, ଦଂଶୀଧର ସାହୁ, ମୋହନ ସାହୁ, ହାଡା ସାହୁ ପି: ଗୋପାଳ ସାହୁ, ଲକ୍ଷ୍ମ ସାହୁ, ଘୋଷା ସାହୁ, ଦେବା ସାହୁ, ବଳା ସାହୁ, ଘୁଷା ସାହୁ ପି: କାଠି ସାହୁ, ବାଇକାରୀ ସାହୁ, ଗୁରୁଆ ସାହୁ ପି: ମଞ୍ଜୁଳ ସାହୁ, ଦେବିକ ସାହୁ, କିଶନ ସାହୁ, ପ୍ରକଳ ସାହୁ ପି: କାଳିନ୍ଦୀସାହୁ, ସର୍ବେଶ୍ୱର ସାହୁ ପି: ମହାଦେବ ସାହୁ, ଉଜି ସାହୁ ସ୍ୱ: ମହାଦେବ ସାହୁ, ଗୌରୀ ସାହୁ, ଲିଲ ସାହୁ, ଦୋଷ ସାହୁ, ଦୁଇ ସାହୁ ପି: ମିଟୁ ସାହୁ ଜା: ତେଲି ବା: ନିଜଗାଁ [395, 641, 732, 766]
plot-cell: 694 P [905, 224, 957, 349]
serial-cell: 494 [13, 641, 51, 766]
khata-cell: 25 [117, 99, 169, 224]
khata-cell: 50 [853, 1765, 905, 1817]
proposed-area-cell: 0.0360 [1011, 1765, 1065, 1817]
header-plot: ପ୍ଲଟ ନମ୍ବର [905, 37, 957, 86]
table-row [749, 849, 1464, 974]
kisam-cell: ଶାରଦ ଅନୁଭୁକ୍ତେର୍ଜିତ ଦୁଇ [1065, 1319, 1131, 1343]
owner-names-cell: ସଦୁ ସାହୁ, ପ୍ରଭାକର ସାହୁ, ଅଧିକାରୀ ସାହୁ, ମଧୁ ସାହୁ, ଗୁରୁବାରୀ ସାହୁ, ମୋତା ସାହୁ, ଗଢ଼ା ସାହୁ ପି: ଦୋମନ ସାହୁ, ଭୁଗା ଦେହୁରୀ ପି: ରଘୁ ଦେହୁରୀ, ମଞ୍ଜୁଗାଲୁ ପି: ଦଇଗାରୀ ସାହୁ, ଶ୍ରୀମାତୀ ସାହୁ ସ୍ୱ: ଦଇଗାରୀ ସାହୁ, ପୂର୍ଣ୍ଣ ସାହୁ, କମଳାକାନ୍ତ, ଜାନକ ସାହୁ, କାଳିଆ ସାହୁ, ଲକ୍ଷ୍ମୀ ସାହୁ, ଜେମା ସାହୁ, ବଳ୍ପା ସାହୁ, ମାଳ ସାହୁ ପି: ଭୁବା ସାହୁ, ଦୀନ ସାହୁ, ଦଂଶୀଧର ସାହୁ, ମୋହନ ସାହୁ, ହାଡା ସାହୁ ପି: ଗୋପାଳ ସାହୁ, ଲକ୍ଷ୍ମ ସାହୁ, ଘୋଷା ସାହୁ, ଦେବା ସାହୁ, ବଳା ସାହୁ, ଘୁଷା ସାହୁ ପି: କାଠି ସାହୁ, ବାଇକାରୀ ସାହୁ, ଗୁରୁଆ ସାହୁ ପି: ମଞ୍ଜୁଳ ସାହୁ, ଦେବିକ ସାହୁ, କିଶନ ସାହୁ, ପ୍ରକଳ ସାହୁ ପି: କାଳିନ୍ଦୀସାହୁ, ସର୍ବେଶ୍ୱର ସାହୁ ପି: ମହାଦେବ ସାହୁ, ଉଜି ସାହୁ ସ୍ୱ: ମହାଦେବ ସାହୁ, ଗୌରୀ ସାହୁ, ଲିଲ ସାହୁ, ଦୋଷ ସାହୁ, ଦୁଇ ସାହୁ ପି: ମିଟୁ ସାହୁ ଜା: ତେଲି ବା: ନିଜଗାଁ [1131, 474, 1464, 599]
left-column [12, 36, 732, 2141]
owner-names-cell: ସଦୁ ସାହୁ, ପ୍ରଭାକର ସାହୁ, ଅଧିକାରୀ ସାହୁ, ମଧୁ ସାହୁ, ଗୁରୁବାରୀ ସାହୁ, ମୋତା ସାହୁ, ଗଢ଼ା ସାହୁ ପି: ଦୋମନ ସାହୁ, ଭୁଗା ଦେହୁରୀ ପି: ରଘୁ ଦେହୁରୀ, ମଞ୍ଜୁଗାଲୁ ପି: ଦଇଗାରୀ ସାହୁ, ଶ୍ରୀମାତୀ ସାହୁ ସ୍ୱ: ଦଇଗାରୀ ସାହୁ, ପୂର୍ଣ୍ଣ ସାହୁ, କମଳାକାନ୍ତ, ଜାନକ ସାହୁ, କାଳିଆ ସାହୁ, ଲକ୍ଷ୍ମୀ ସାହୁ, ଜେମା ସାହୁ, ବଳ୍ପା ସାହୁ, ମାଳ ସାହୁ ପି: ଭୁବା ସାହୁ, ଦୀନ ସାହୁ, ଦଂଶୀଧର ସାହୁ, ମୋହନ ସାହୁ, ହାଡା ସାହୁ ପି: ଗୋପାଳ ସାହୁ, ଲକ୍ଷ୍ମ ସାହୁ, ଘୋଷା ସାହୁ, ଦେବା ସାହୁ, ବଳା ସାହୁ, ଘୁଷା ସାହୁ ପି: କାଠି ସାହୁ, ବାଇକାରୀ ସାହୁ, ଗୁରୁଆ ସାହୁ ପି: ମଞ୍ଜୁଳ ସାହୁ, ଦେବିକ ସାହୁ, କିଶନ ସାହୁ, ପ୍ରକଳ ସାହୁ ପି: କାଳିନ୍ଦୀସାହୁ, ସର୍ବେଶ୍ୱର ସାହୁ ପି: ମହାଦେବ ସାହୁ, ଉଜି ସାହୁ ସ୍ୱ: ମହାଦେବ ସାହୁ, ଗୌରୀ ସାହୁ, ଲିଲ ସାହୁ, ଦୋଷ ସାହୁ, ଦୁଇ ସାହୁ ପି: ମିଟୁ ସାହୁ ଜା: ତେଲି ବା: ନିଜଗାଁ [395, 391, 732, 516]
plot-cell: 728 P [905, 974, 957, 999]
serial-cell: 489 [13, 99, 51, 224]
owner-names-cell: ଅନନ୍ତ ବିଷ୍ଣୁଆ, ପୂର୍ଣ୍ଣ ବିଷ୍ଣୁଆ, ଉଦୟ ବିଷ୍ଣୁଆ, କେଦ ବିଷ୍ଣୁଆ, ବୁଦ୍ଧୁରୀ ବିଷ୍ଣୁଆ, ଲୋକନାଥ ବିଷ୍ଣୁଆ ପି: ରାଉଡୁ ବିଷ୍ଣୁଆ, କମାନ ବିଷ୍ଣୁଆ, ଧୁଲିକୀ ବିଷ୍ଣୁଆ, ହରଭଲ ବିଷ୍ଣୁଆ, ବିରେଶୁ ବିଷ୍ଣୁଆ, ସାନ୍ତୁ ବିଷ୍ଣୁଆ, ରାମନ ବିଷ୍ଣୁଆ ପି: ଜେଖର ବିଷ୍ଣୁଆ, ରାମଭୁଲ ବିଷ୍ଣୁଆ, ଗିରିଦୁ ବିଷ୍ଣୁଆ ପି: କୁଞ୍ଜ ବିଷ୍ଣୁଆ, ରାଜି ବିଷ୍ଣୁଆ, ଗୋପି ବିଷ୍ଣୁଆ ପି: ଛାଟି ବିଷ୍ଣୁଆ, ଭୁବନେଶ ବିଷ୍ଣୁଆ, ଲକ୍ଷ୍ମୀ ବିଷ୍ଣୁଆ, ଧରନ ବିଷ୍ଣୁଆ ପି: ଘାସେଲ ବିଷ୍ଣୁଆ, ଜଗନ୍ନାଥ ବିଷ୍ଣୁଆ, ଭୁବନେଶ୍ୱର ବିଷ୍ଣୁଆ, ଭେଟେ ବିଷ୍ଣୁଆ, ଅଭିମନ୍ୟୁ ବିଷ୍ଣୁଆ ପି: ଭାରତୀ ବିଷ୍ଣୁଆ ଜା: ତେଲି ବା: ନିଜଗାଁ [1131, 1631, 1464, 1713]
table-row [749, 99, 1464, 224]
village-cell: ଦୁବରାଜା [51, 391, 117, 516]
kisam-cell: ଶାରଦ ଅନୁଭୁକ୍ତେର୍ଜିତ ଦୁଇ [1065, 1549, 1131, 1631]
owner-names-cell: ଗୁରୁବ ବିଷ୍ଣୁଆ, ଭୁଲିଆ ବିଷ୍ଣୁଆ ପି: ଉଦୟ ବିଷ୍ଣୁଆ, ଘୋରକୀ ବିଷ୍ଣୁଆ ସ୍ୱ: ଦେବ ବିଷ୍ଣୁଆ, ମୀନକେତୁ ବିଷ୍ଣୁଆ ପି: ରାଜେଶ ବିଷ୍ଣୁଆ, ରଘୁନାଥ ବିଷ୍ଣୁଆ, କେଶବ ବିଷ୍ଣୁଆ, ଗୁରୁଚରଣ ବିଷ୍ଣୁଆ ପି: ରାଧାନାଥ ବିଷ୍ଣୁଆ, ରାଜି ବିଷ୍ଣୁଆ, ଭୁଜଙ୍ଗ ବିଷ୍ଣୁଆ, ରାମକୃଷ୍ଣ ବିଷ୍ଣୁଆ, ରମାକାନ୍ତ ବିଷ୍ଣୁଆ, ମେହେଲ ବିଷ୍ଣୁଆ ପି: ପଦ୍ମନାଭ ବିଷ୍ଣୁଆ ଜା: ତେଲି ବା: ନିଜଗାଁ [1131, 1765, 1464, 1817]
proposed-area-cell: 0.0567 [1011, 974, 1065, 999]
plot-cell: 700 P [905, 724, 957, 849]
village-cell: ଦୁବରାଜା [51, 224, 117, 349]
proposed-area-cell: 0.0160 [1011, 1549, 1065, 1631]
plot-cell: 690 [169, 1766, 221, 1891]
proposed-area-cell: 0.0730 [275, 1266, 329, 1391]
serial-cell: 498 [13, 1141, 51, 1266]
khata-cell: 57 [853, 1425, 905, 1467]
owner-names-cell: ସଦୁ ସାହୁ, ପ୍ରଭାକର ସାହୁ, ଅଧିକାରୀ ସାହୁ, ମଧୁ ସାହୁ, ଗୁରୁବାରୀ ସାହୁ, ମୋତା ସାହୁ, ଗଢ଼ା ସାହୁ ପି: ଦୋମନ ସାହୁ, ଭୁଗା ଦେହୁରୀ ପି: ରଘୁ ଦେହୁରୀ, ମଞ୍ଜୁଗାଲୁ ପି: ଦଇଗାରୀ ସାହୁ, ଶ୍ରୀମାତୀ ସାହୁ ସ୍ୱ: ଦଇଗାରୀ ସାହୁ, ପୂର୍ଣ୍ଣ ସାହୁ, କମଳାକାନ୍ତ, ଜାନକ ସାହୁ, କାଳିଆ ସାହୁ, ଲକ୍ଷ୍ମୀ ସାହୁ, ଜେମା ସାହୁ, ବଳ୍ପା ସାହୁ, ମାଳ ସାହୁ ପି: ଭୁବା ସାହୁ, ଦୀନ ସାହୁ, ଦଂଶୀଧର ସାହୁ, ମୋହନ ସାହୁ, ହାଡା ସାହୁ ପି: ଗୋପାଳ ସାହୁ, ଲକ୍ଷ୍ମ ସାହୁ, ଘୋଷା ସାହୁ, ଦେବା ସାହୁ, ବଳା ସାହୁ, ଘୁଷା ସାହୁ ପି: କାଠି ସାହୁ, ବାଇକାରୀ ସାହୁ, ଗୁରୁଆ ସାହୁ ପି: ମଞ୍ଜୁଳ ସାହୁ, ଦେବିକ ସାହୁ, କିଶନ ସାହୁ, ପ୍ରକଳ ସାହୁ ପି: କାଳିନ୍ଦୀସାହୁ, ସର୍ବେଶ୍ୱର ସାହୁ ପି: ମହାଦେବ ସାହୁ, ଉଜି ସାହୁ ସ୍ୱ: ମହାଦେବ ସାହୁ, ଗୌରୀ ସାହୁ, ଲିଲ ସାହୁ, ଦୋଷ ସାହୁ, ଦୁଇ ସାହୁ ପି: ମିଟୁ ସାହୁ ଜା: ତେଲି ବା: ନିଜଗାଁ [395, 2016, 732, 2141]
village-cell: ଦୁବରାଜା [51, 641, 117, 766]
owner-names-cell: ଅନନ୍ତ ବିଷ୍ଣୁଆ, ପୂର୍ଣ୍ଣ ବିଷ୍ଣୁଆ, ଉଦୟ ବିଷ୍ଣୁଆ, କେଦ ବିଷ୍ଣୁଆ, ବୁଦ୍ଧୁରୀ ବିଷ୍ଣୁଆ, ଲୋକନାଥ ବିଷ୍ଣୁଆ ପି: ରାଉଡୁ ବିଷ୍ଣୁଆ, କମାନ ବିଷ୍ଣୁଆ, ଧୁଲିକୀ ବିଷ୍ଣୁଆ, ହରଭଲ ବିଷ୍ଣୁଆ, ବିରେଶୁ ବିଷ୍ଣୁଆ, ସାନ୍ତୁ ବିଷ୍ଣୁଆ, ରାମନ ବିଷ୍ଣୁଆ ପି: ଜେଖର ବିଷ୍ଣୁଆ, ରାମଭୁଲ ବିଷ୍ଣୁଆ, ଗିରିଦୁ ବିଷ୍ଣୁଆ ପି: କୁଞ୍ଜ ବିଷ୍ଣୁଆ, ରାଜି ବିଷ୍ଣୁଆ, ଗୋପି ବିଷ୍ଣୁଆ ପି: ଛାଟି ବିଷ୍ଣୁଆ, ଭୁବନେଶ ବିଷ୍ଣୁଆ, ଲକ୍ଷ୍ମୀ ବିଷ୍ଣୁଆ, ଧରନ ବିଷ୍ଣୁଆ ପି: ଘାସେଲ ବିଷ୍ଣୁଆ, ଜଗନ୍ନାଥ ବିଷ୍ଣୁଆ, ଭୁବନେଶ୍ୱର ବିଷ୍ଣୁଆ, ଭେଟେ ବିଷ୍ଣୁଆ, ଅଭିମନ୍ୟୁ ବିଷ୍ଣୁଆ ପି: ଭାରତୀ ବିଷ୍ଣୁଆ ଜା: ତେଲି ବା: ନିଜଗାଁ [1131, 1549, 1464, 1631]
total-area-cell: 0.1580 [221, 1641, 275, 1766]
serial-cell: 526 [749, 1631, 787, 1713]
owner-names-cell: ଦୁଷୀଆ ବିଷ୍ଣୁଆ, ଭୁଲୁଆ ବିଷ୍ଣୁଆ ପି: ପବିତ୍ର ବିଷ୍ଣୁଆ, କେଦେମ୍ବିଷ୍ଣୁଆ, କବିତ ବିଷ୍ଣୁଆ ପି: ଅଛି ବିଷ୍ଣୁଆ, ଘୋରକୀ ବିଷ୍ଣୁଆ ସ୍ୱ: ଅଛି ବିଷ୍ଣୁଆ, ନାରାୟଣବିଷ୍ଣୁଆ, ମାତାଙ୍ଗୀ ବିଷ୍ଣୁଆ ପି: ଗୋପି ବିଷ୍ଣୁଆ ଜା: ତେଲି ବା: ନିଜଗାଁ [1131, 1211, 1464, 1253]
plot-cell: 756 [905, 1713, 957, 1765]
village-cell: ଦୁବରାଜା [51, 99, 117, 224]
header-index: 2 [787, 86, 853, 99]
proposed-area-cell: 0.0040 [1011, 474, 1065, 599]
owner-names-cell: ଦୁଷୀଆ ବିଷ୍ଣୁଆ, ଭୁଲୁଆ ବିଷ୍ଣୁଆ ପି: ପବିତ୍ର ବିଷ୍ଣୁଆ, କେଦେମ୍ବିଷ୍ଣୁଆ, କବିତ ବିଷ୍ଣୁଆ ପି: ଅଛି ବିଷ୍ଣୁଆ, ଘୋରକୀ ବିଷ୍ଣୁଆ ସ୍ୱ: ଅଛି ବିଷ୍ଣୁଆ, ନାରାୟଣବିଷ୍ଣୁଆ, ମାତାଙ୍ଗୀ ବିଷ୍ଣୁଆ ପି: ଗୋପି ବିଷ୍ଣୁଆ ଜା: ତେଲି ବା: ନିଜଗାଁ [1131, 1859, 1464, 1901]
header-divider [84, 7, 87, 29]
kisam-cell: ଶାରଦ ଅନୁଭୁକ୍ତେର୍ଜିତ ଦୁଇ [1065, 1277, 1131, 1319]
kisam-cell: ଶାରଦ ଅନୁଭୁକ୍ତେର୍ଜିତ ଦୁଇ [1065, 1765, 1131, 1817]
serial-cell: 513 [749, 974, 787, 999]
village-cell: ଦୁବରାଜା [51, 349, 117, 391]
village-cell: ଦୁବରାଜା [787, 724, 853, 849]
table-row [13, 1266, 732, 1391]
kisam-cell: ଶାରଦ ଅନୁଭୁକ୍ତେର୍ଜିତ ଦୁଇ [1065, 1859, 1131, 1901]
proposed-area-cell: 0.0285 [275, 1766, 329, 1891]
khata-cell: 30 [853, 1253, 905, 1277]
kisam-cell: ଶାରଦ ଅନୁଭୁକ୍ତେର୍ଜିତ ଦୁଇ [1065, 1211, 1131, 1253]
total-area-cell: 0.0620 [957, 1425, 1011, 1467]
total-area-cell: 0.0920 [221, 99, 275, 224]
khata-cell: 25 [117, 1141, 169, 1266]
village-cell: ଦୁବରାଜା [787, 1253, 853, 1277]
header-owner-names: ଅଭିଳିଖିତ ପ୍ରଜାର ନାମ [1131, 37, 1464, 86]
khata-cell: 1 [853, 1549, 905, 1631]
owner-names-cell: ସଦୁ ସାହୁ, ପ୍ରଭାକର ସାହୁ, ଅଧିକାରୀ ସାହୁ, ମଧୁ ସାହୁ, ଗୁରୁବାରୀ ସାହୁ, ମୋତା ସାହୁ, ଗଢ଼ା ସାହୁ ପି: ଦୋମନ ସାହୁ, ଭୁଗା ଦେହୁରୀ ପି: ରଘୁ ଦେହୁରୀ, ମଞ୍ଜୁଗାଲୁ ପି: ଦଇଗାରୀ ସାହୁ, ଶ୍ରୀମାତୀ ସାହୁ ସ୍ୱ: ଦଇଗାରୀ ସାହୁ, ପୂର୍ଣ୍ଣ ସାହୁ, କମଳାକାନ୍ତ, ଜାନକ ସାହୁ, କାଳିଆ ସାହୁ, ଲକ୍ଷ୍ମୀ ସାହୁ, ଜେମା ସାହୁ, ବଳ୍ପା ସାହୁ, ମାଳ ସାହୁ ପି: ଭୁବା ସାହୁ, ଦୀନ ସାହୁ, ଦଂଶୀଧର ସାହୁ, ମୋହନ ସାହୁ, ହାଡା ସାହୁ ପି: ଗୋପାଳ ସାହୁ, ଲକ୍ଷ୍ମ ସାହୁ, ଘୋଷା ସାହୁ, ଦେବା ସାହୁ, ବଳା ସାହୁ, ଘୁଷା ସାହୁ ପି: କାଠି ସାହୁ, ବାଇକାରୀ ସାହୁ, ଗୁରୁଆ ସାହୁ ପି: ମଞ୍ଜୁଳ ସାହୁ, ଦେବିକ ସାହୁ, କିଶନ ସାହୁ, ପ୍ରକଳ ସାହୁ ପି: କାଳିନ୍ଦୀସାହୁ, ସର୍ବେଶ୍ୱର ସାହୁ ପି: ମହାଦେବ ସାହୁ, ଉଜି ସାହୁ ସ୍ୱ: ମହାଦେବ ସାହୁ, ଗୌରୀ ସାହୁ, ଲିଲ ସାହୁ, ଦୋଷ ସାହୁ, ଦୁଇ ସାହୁ ପି: ମିଟୁ ସାହୁ ଜା: ତେଲି ବା: ନିଜଗାଁ [395, 516, 732, 641]
header-proposed-area: ୨୦ ଇ ପାଇଁ ପ୍ରସ୍ତାବିତ କ୍ଷେତ୍ର (ହେକ୍ଟର) [275, 37, 329, 86]
kisam-cell: ଶାରଦ ଅନୁଭୁକ୍ତେର୍ଜିତ ଏକ [329, 1641, 395, 1766]
table-row [749, 1713, 1464, 1765]
total-area-cell: 0.0670 [221, 224, 275, 349]
plot-cell: 693 [905, 99, 957, 224]
table-row [749, 974, 1464, 999]
total-area-cell: 0.0450 [957, 1129, 1011, 1211]
table-row [749, 1953, 1464, 1995]
total-area-cell: 0.0220 [957, 1995, 1011, 2077]
kisam-cell: ଶାରଦ ଅନୁଭୁକ୍ତେର୍ଜିତ ଦୁଇ [1065, 1817, 1131, 1859]
total-area-cell: 0.1970 [957, 974, 1011, 999]
header-index: 4 [905, 86, 957, 99]
table-row [749, 1995, 1464, 2077]
proposed-area-cell: 0.0121 [275, 1391, 329, 1516]
proposed-area-cell: 0.0280 [1011, 599, 1065, 724]
owner-names-cell: ଅନନ୍ତ ବିଷ୍ଣୁଆ, ପୂର୍ଣ୍ଣ ବିଷ୍ଣୁଆ, ଉଦୟ ବିଷ୍ଣୁଆ, କେଦ ବିଷ୍ଣୁଆ, ବୁଦ୍ଧୁରୀ ବିଷ୍ଣୁଆ, ଲୋକନାଥ ବିଷ୍ଣୁଆ ପି: ରାଉଡୁ ବିଷ୍ଣୁଆ, କମାନ ବିଷ୍ଣୁଆ, ଧୁଲିକୀ ବିଷ୍ଣୁଆ, ହରଭଲ ବିଷ୍ଣୁଆ, ବିରେଶୁ ବିଷ୍ଣୁଆ, ସାନ୍ତୁ ବିଷ୍ଣୁଆ, ରାମନ ବିଷ୍ଣୁଆ ପି: ଜେଖର ବିଷ୍ଣୁଆ, ରାମଭୁଲ ବିଷ୍ଣୁଆ, ଗିରିଦୁ ବିଷ୍ଣୁଆ ପି: କୁଞ୍ଜ ବିଷ୍ଣୁଆ, ରାଜି ବିଷ୍ଣୁଆ, ଗୋପି ବିଷ୍ଣୁଆ ପି: ଛାଟି ବିଷ୍ଣୁଆ, ଭୁବନେଶ ବିଷ୍ଣୁଆ, ଲକ୍ଷ୍ମୀ ବିଷ୍ଣୁଆ, ଧରନ ବିଷ୍ଣୁଆ ପି: ଘାସେଲ ବିଷ୍ଣୁଆ, ଜଗନ୍ନାଥ ବିଷ୍ଣୁଆ, ଭୁବନେଶ୍ୱର ବିଷ୍ଣୁଆ, ଭେଟେ ବିଷ୍ଣୁଆ, ଅଭିମନ୍ୟୁ ବିଷ୍ଣୁଆ ପି: ଭାରତୀ ବିଷ୍ଣୁଆ ଜା: ତେଲି ବା: ନିଜଗାଁ [1131, 1467, 1464, 1549]
proposed-area-cell: 0.0202 [1011, 724, 1065, 849]
plot-cell: 506 P [169, 349, 221, 391]
kisam-cell: ଶାରଦ ଅନୁଭୁକ୍ତେର୍ଜିତ ଏକ [329, 2016, 395, 2141]
table-row [749, 1277, 1464, 1319]
serial-cell: 497 [13, 1016, 51, 1141]
header-village: ଗ୍ରାମ ନାମ [787, 37, 853, 86]
proposed-area-cell: 0.0240 [1011, 99, 1065, 224]
village-cell: ଦୁବରାଜା [787, 224, 853, 349]
table-row [749, 599, 1464, 724]
proposed-area-cell: 0.0040 [1011, 1253, 1065, 1277]
table-row [749, 1319, 1464, 1343]
kisam-cell: ଶାରଦ ଅନୁଭୁକ୍ତେର୍ଜିତ ଦୁଇ [1065, 1901, 1131, 1953]
village-cell: ଦୁବରାଜା [787, 1817, 853, 1859]
village-cell: ଦୁବରାଜା [787, 1023, 853, 1048]
village-cell: ଦୁବରାଜା [787, 1319, 853, 1343]
plot-cell: 754 [905, 1549, 957, 1631]
kisam-cell: ଶାରଦ ଅନୁଭୁକ୍ତେର୍ଜିତ ଦୁଇ [1065, 1631, 1131, 1713]
kisam-cell: ଶାରଦ ଅନୁଭୁକ୍ତେର୍ଜିତ ଏକ [329, 766, 395, 891]
kisam-cell: ଶାରଦ ଅନୁଭୁକ୍ତେର୍ଜିତ ଦୁଇ [1065, 1953, 1131, 1995]
serial-cell: 530 [749, 1859, 787, 1901]
khata-cell: 1 [853, 1343, 905, 1425]
owner-names-cell: ଶ୍ରୀ ଗୋପୀନାଥ ବିଜେ ଜୀଉ ମାର୍ଫତ ପ୍ରଧାନ ମିଶ୍ର ପ୍ରଧାନ ଓ ସୁଦର୍ଶନ ପ୍ରଧାନ, ସତ୍ୟପ୍ରଧାନ ପି: ମାଧବ ପ୍ରଧାନ ଜା: ତେଲି ବା: ନିଜଗାଁ [1131, 974, 1464, 999]
khata-cell: 25 [117, 1391, 169, 1516]
owner-names-cell: ସଦୁ ସାହୁ, ପ୍ରଭାକର ସାହୁ, ଅଧିକାରୀ ସାହୁ, ମଧୁ ସାହୁ, ଗୁରୁବାରୀ ସାହୁ, ମୋତା ସାହୁ, ଗଢ଼ା ସାହୁ ପି: ଦୋମନ ସାହୁ, ଭୁଗା ଦେହୁରୀ ପି: ରଘୁ ଦେହୁରୀ, ମଞ୍ଜୁଗାଲୁ ପି: ଦଇଗାରୀ ସାହୁ, ଶ୍ରୀମାତୀ ସାହୁ ସ୍ୱ: ଦଇଗାରୀ ସାହୁ, ପୂର୍ଣ୍ଣ ସାହୁ, କମଳାକାନ୍ତ, ଜାନକ ସାହୁ, କାଳିଆ ସାହୁ, ଲକ୍ଷ୍ମୀ ସାହୁ, ଜେମା ସାହୁ, ବଳ୍ପା ସାହୁ, ମାଳ ସାହୁ ପି: ଭୁବା ସାହୁ, ଦୀନ ସାହୁ, ଦଂଶୀଧର ସାହୁ, ମୋହନ ସାହୁ, ହାଡା ସାହୁ ପି: ଗୋପାଳ ସାହୁ, ଲକ୍ଷ୍ମ ସାହୁ, ଘୋଷା ସାହୁ, ଦେବା ସାହୁ, ବଳା ସାହୁ, ଘୁଷା ସାହୁ ପି: କାଠି ସାହୁ, ବାଇକାରୀ ସାହୁ, ଗୁରୁଆ ସାହୁ ପି: ମଞ୍ଜୁଳ ସାହୁ, ଦେବିକ ସାହୁ, କିଶନ ସାହୁ, ପ୍ରକଳ ସାହୁ ପି: କାଳିନ୍ଦୀସାହୁ, ସର୍ବେଶ୍ୱର ସାହୁ ପି: ମହାଦେବ ସାହୁ, ଉଜି ସାହୁ ସ୍ୱ: ମହାଦେବ ସାହୁ, ଗୌରୀ ସାହୁ, ଲିଲ ସାହୁ, ଦୋଷ ସାହୁ, ଦୁଇ ସାହୁ ପି: ମିଟୁ ସାହୁ ଜା: ତେଲି ବା: ନିଜଗାଁ [395, 1641, 732, 1766]
khata-cell: 25 [117, 1641, 169, 1766]
table-body-left [13, 99, 732, 2141]
owner-names-cell: ସଦୁ ସାହୁ, ପ୍ରଭାକର ସାହୁ, ଅଧିକାରୀ ସାହୁ, ମଧୁ ସାହୁ, ଗୁରୁବାରୀ ସାହୁ, ମୋତା ସାହୁ, ଗଢ଼ା ସାହୁ ପି: ଦୋମନ ସାହୁ, ଭୁଗା ଦେହୁରୀ ପି: ରଘୁ ଦେହୁରୀ, ମଞ୍ଜୁଗାଲୁ ପି: ଦଇଗାରୀ ସାହୁ, ଶ୍ରୀମାତୀ ସାହୁ ସ୍ୱ: ଦଇଗାରୀ ସାହୁ, ପୂର୍ଣ୍ଣ ସାହୁ, କମଳାକାନ୍ତ, ଜାନକ ସାହୁ, କାଳିଆ ସାହୁ, ଲକ୍ଷ୍ମୀ ସାହୁ, ଜେମା ସାହୁ, ବଳ୍ପା ସାହୁ, ମାଳ ସାହୁ ପି: ଭୁବା ସାହୁ, ଦୀନ ସାହୁ, ଦଂଶୀଧର ସାହୁ, ମୋହନ ସାହୁ, ହାଡା ସାହୁ ପି: ଗୋପାଳ ସାହୁ, ଲକ୍ଷ୍ମ ସାହୁ, ଘୋଷା ସାହୁ, ଦେବା ସାହୁ, ବଳା ସାହୁ, ଘୁଷା ସାହୁ ପି: କାଠି ସାହୁ, ବାଇକାରୀ ସାହୁ, ଗୁରୁଆ ସାହୁ ପି: ମଞ୍ଜୁଳ ସାହୁ, ଦେବିକ ସାହୁ, କିଶନ ସାହୁ, ପ୍ରକଳ ସାହୁ ପି: କାଳିନ୍ଦୀସାହୁ, ସର୍ବେଶ୍ୱର ସାହୁ ପି: ମହାଦେବ ସାହୁ, ଉଜି ସାହୁ ସ୍ୱ: ମହାଦେବ ସାହୁ, ଗୌରୀ ସାହୁ, ଲିଲ ସାହୁ, ଦୋଷ ସାହୁ, ଦୁଇ ସାହୁ ପି: ମିଟୁ ସାହୁ ଜା: ତେଲି ବା: ନିଜଗାଁ [395, 1766, 732, 1891]
newspaper-brand: ଧରିତ୍ରୀ [10, 6, 73, 30]
plot-cell: 695 P [905, 349, 957, 474]
khata-cell: 25 [117, 2016, 169, 2141]
khata-cell: 35 [853, 974, 905, 999]
owner-names-cell: ଦୁଷୀଆ ବିଷ୍ଣୁଆ, ଭୁଲୁଆ ବିଷ୍ଣୁଆ ପି: ପବିତ୍ର ବିଷ୍ଣୁଆ, କେଦେମ୍ବିଷ୍ଣୁଆ, କବିତ ବିଷ୍ଣୁଆ ପି: ଅଛି ବିଷ୍ଣୁଆ, ଘୋରକୀ ବିଷ୍ଣୁଆ ସ୍ୱ: ଅଛି ବିଷ୍ଣୁଆ, ନାରାୟଣବିଷ୍ଣୁଆ, ମାତାଙ୍ଗୀ ବିଷ୍ଣୁଆ ପି: ଗୋପି ବିଷ୍ଣୁଆ ଜା: ତେଲି ବା: ନିଜଗାଁ [1131, 1953, 1464, 1995]
table-row [13, 1391, 732, 1516]
total-area-cell: 0.0485 [221, 349, 275, 391]
table-row [749, 1631, 1464, 1713]
proposed-area-cell: 0.0364 [275, 349, 329, 391]
plot-cell: 742 [905, 1047, 957, 1129]
table-row [13, 1141, 732, 1266]
header-index: 3 [117, 86, 169, 99]
table-row [13, 349, 732, 391]
serial-cell: 531 [749, 1901, 787, 1953]
khata-cell: 25 [117, 641, 169, 766]
serial-cell: 527 [749, 1713, 787, 1765]
serial-cell: 508 [749, 349, 787, 474]
khata-cell: 25 [853, 849, 905, 974]
serial-cell: 504 [13, 1891, 51, 2016]
proposed-area-cell: 0.0121 [1011, 1425, 1065, 1467]
header-khata: ଖାତା ନମ୍ବର [853, 37, 905, 86]
land-table-left [12, 36, 732, 2141]
total-area-cell: 0.0285 [221, 1766, 275, 1891]
proposed-area-cell: 0.0180 [1011, 1859, 1065, 1901]
proposed-area-cell: 0.0180 [1011, 1953, 1065, 1995]
table-row [13, 1016, 732, 1141]
proposed-area-cell: 0.0445 [275, 224, 329, 349]
table-row [13, 1891, 732, 2016]
table-row [749, 1467, 1464, 1549]
owner-names-cell: ବିଜୟ ପ୍ରଧାନ, ଉଦୟ ପ୍ରଧାନ, ଆର୍ତ୍ତବନ୍ଧୁ ପ୍ରଧାନ, କେଶବ ପ୍ରଧାନ, ମାଦଳୀ ପ୍ରଧାନ ପି: ଗୌରୀଶଙ୍କର ପ୍ରଧାନ ଜା: ତେଲି ବା: ନିଜଗାଁ [1131, 998, 1464, 1023]
owner-names-cell: ସଦୁ ସାହୁ, ପ୍ରଭାକର ସାହୁ, ଅଧିକାରୀ ସାହୁ, ମଧୁ ସାହୁ, ଗୁରୁବାରୀ ସାହୁ, ମୋତା ସାହୁ, ଗଢ଼ା ସାହୁ ପି: ଦୋମନ ସାହୁ, ଭୁଗା ଦେହୁରୀ ପି: ରଘୁ ଦେହୁରୀ, ମଞ୍ଜୁଗାଲୁ ପି: ଦଇଗାରୀ ସାହୁ, ଶ୍ରୀମାତୀ ସାହୁ ସ୍ୱ: ଦଇଗାରୀ ସାହୁ, ପୂର୍ଣ୍ଣ ସାହୁ, କମଳାକାନ୍ତ, ଜାନକ ସାହୁ, କାଳିଆ ସାହୁ, ଲକ୍ଷ୍ମୀ ସାହୁ, ଜେମା ସାହୁ, ବଳ୍ପା ସାହୁ, ମାଳ ସାହୁ ପି: ଭୁବା ସାହୁ, ଦୀନ ସାହୁ, ଦଂଶୀଧର ସାହୁ, ମୋହନ ସାହୁ, ହାଡା ସାହୁ ପି: ଗୋପାଳ ସାହୁ, ଲକ୍ଷ୍ମ ସାହୁ, ଘୋଷା ସାହୁ, ଦେବା ସାହୁ, ବଳା ସାହୁ, ଘୁଷା ସାହୁ ପି: କାଠି ସାହୁ, ବାଇକାରୀ ସାହୁ, ଗୁରୁଆ ସାହୁ ପି: ମଞ୍ଜୁଳ ସାହୁ, ଦେବିକ ସାହୁ, କିଶନ ସାହୁ, ପ୍ରକଳ ସାହୁ ପି: କାଳିନ୍ଦୀସାହୁ, ସର୍ବେଶ୍ୱର ସାହୁ ପି: ମହାଦେବ ସାହୁ, ଉଜି ସାହୁ ସ୍ୱ: ମହାଦେବ ସାହୁ, ଗୌରୀ ସାହୁ, ଲିଲ ସାହୁ, ଦୋଷ ସାହୁ, ଦୁଇ ସାହୁ ପି: ମିଟୁ ସାହୁ ଜା: ତେଲି ବା: ନିଜଗାଁ [395, 1891, 732, 2016]
village-cell: ଦୁବରାଜା [787, 1713, 853, 1765]
plot-cell: 749 [905, 1319, 957, 1343]
